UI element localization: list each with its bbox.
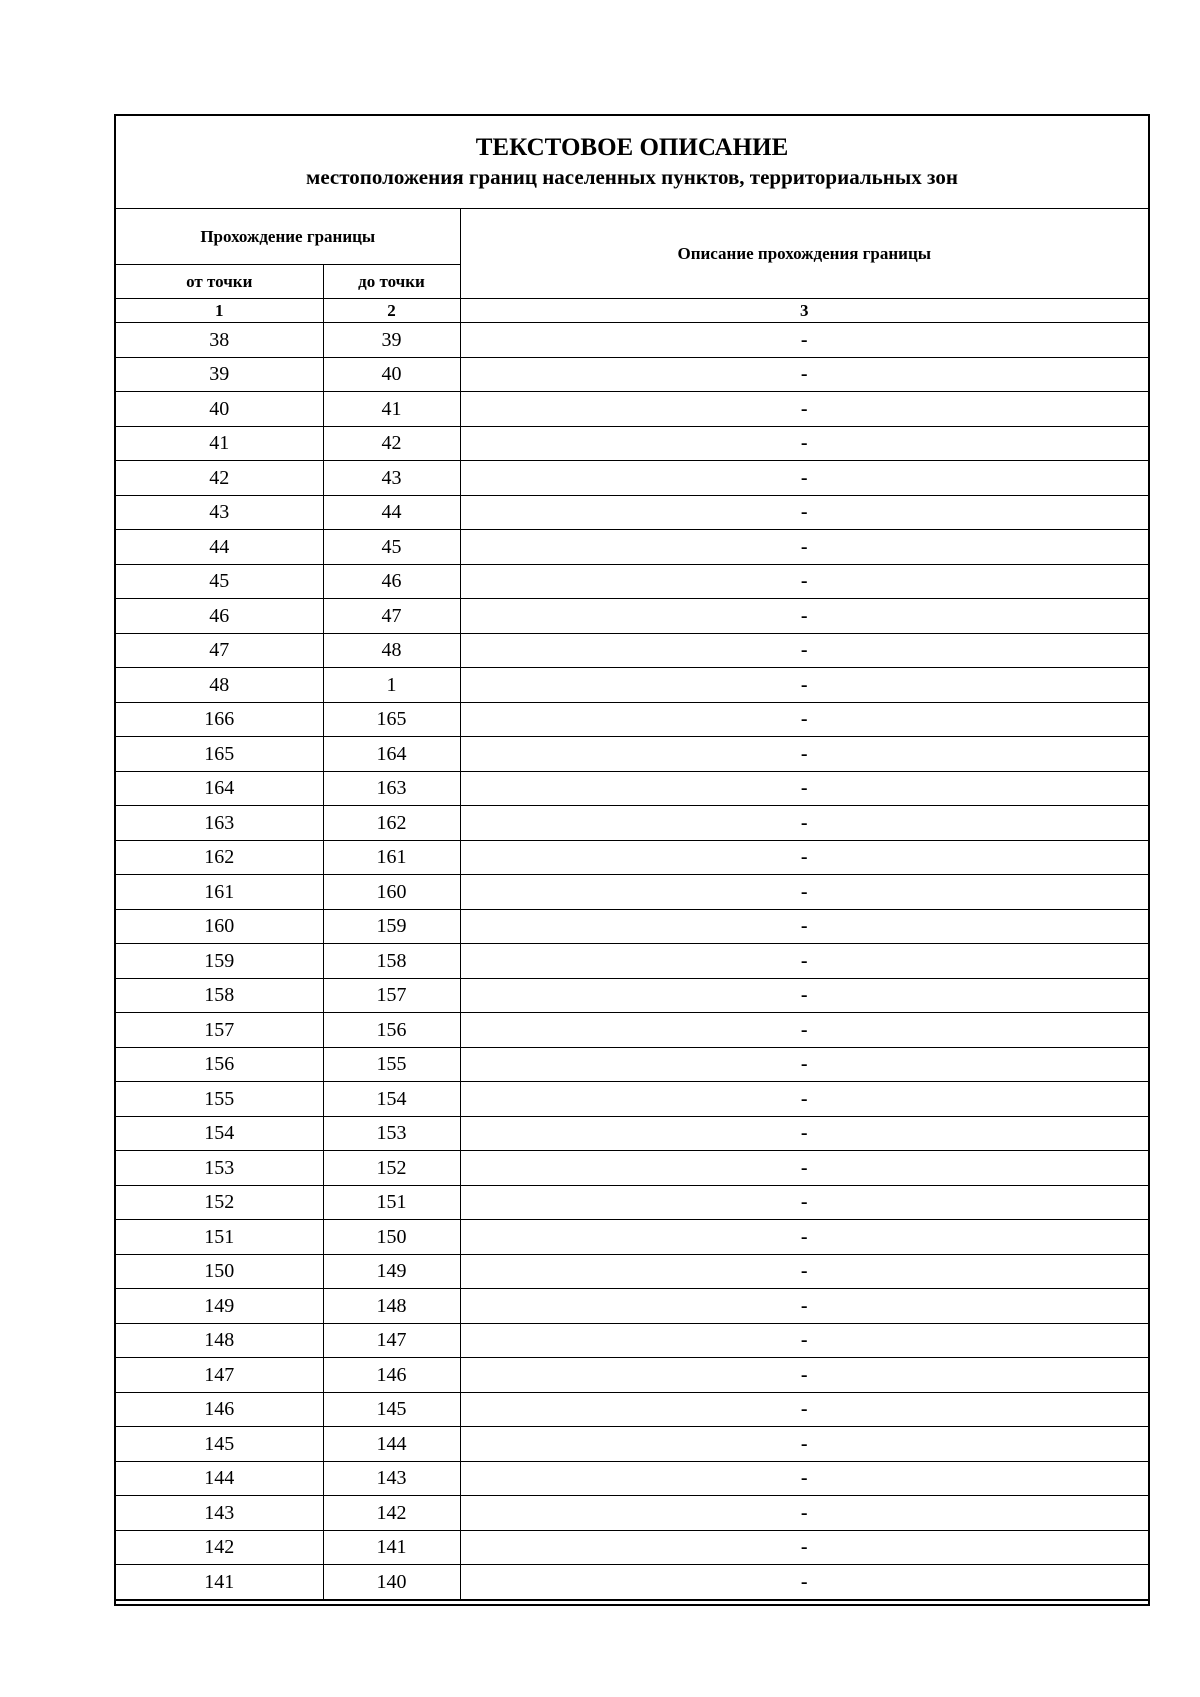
description-cell: - bbox=[460, 1358, 1148, 1393]
from-point-cell: 40 bbox=[116, 392, 323, 427]
header-description: Описание прохождения границы bbox=[460, 209, 1148, 299]
table-row bbox=[116, 840, 1148, 875]
table-row bbox=[116, 1185, 1148, 1220]
from-point-cell: 163 bbox=[116, 806, 323, 841]
description-cell: - bbox=[460, 1185, 1148, 1220]
from-point-cell: 141 bbox=[116, 1565, 323, 1600]
bottom-rule bbox=[116, 1600, 1148, 1604]
to-point-cell: 162 bbox=[323, 806, 460, 841]
from-point-cell: 158 bbox=[116, 978, 323, 1013]
document-title: ТЕКСТОВОЕ ОПИСАНИЕ bbox=[475, 134, 789, 161]
description-cell: - bbox=[460, 1254, 1148, 1289]
to-point-cell: 159 bbox=[323, 909, 460, 944]
to-point-cell: 146 bbox=[323, 1358, 460, 1393]
table-row bbox=[116, 1392, 1148, 1427]
description-cell: - bbox=[460, 323, 1148, 358]
from-point-cell: 145 bbox=[116, 1427, 323, 1462]
table-header bbox=[116, 209, 1148, 323]
description-cell: - bbox=[460, 1047, 1148, 1082]
table-row bbox=[116, 944, 1148, 979]
to-point-cell: 41 bbox=[323, 392, 460, 427]
table-body bbox=[116, 323, 1148, 1600]
from-point-cell: 48 bbox=[116, 668, 323, 703]
from-point-cell: 143 bbox=[116, 1496, 323, 1531]
description-cell: - bbox=[460, 668, 1148, 703]
from-point-cell: 144 bbox=[116, 1461, 323, 1496]
description-cell: - bbox=[460, 1530, 1148, 1565]
to-point-cell: 165 bbox=[323, 702, 460, 737]
description-cell: - bbox=[460, 1496, 1148, 1531]
to-point-cell: 42 bbox=[323, 426, 460, 461]
from-point-cell: 45 bbox=[116, 564, 323, 599]
from-point-cell: 154 bbox=[116, 1116, 323, 1151]
description-cell: - bbox=[460, 1427, 1148, 1462]
table-row bbox=[116, 530, 1148, 565]
description-cell: - bbox=[460, 737, 1148, 772]
header-to-point: до точки bbox=[323, 265, 460, 299]
description-cell: - bbox=[460, 633, 1148, 668]
title-block bbox=[116, 116, 1148, 209]
table-row bbox=[116, 323, 1148, 358]
from-point-cell: 164 bbox=[116, 771, 323, 806]
description-cell: - bbox=[460, 806, 1148, 841]
from-point-cell: 153 bbox=[116, 1151, 323, 1186]
table-row bbox=[116, 1082, 1148, 1117]
table-row bbox=[116, 461, 1148, 496]
from-point-cell: 39 bbox=[116, 357, 323, 392]
description-cell: - bbox=[460, 1151, 1148, 1186]
table-row bbox=[116, 737, 1148, 772]
table-row bbox=[116, 1530, 1148, 1565]
from-point-cell: 43 bbox=[116, 495, 323, 530]
table-row bbox=[116, 1289, 1148, 1324]
to-point-cell: 151 bbox=[323, 1185, 460, 1220]
table-row bbox=[116, 1461, 1148, 1496]
header-boundary-passage: Прохождение границы bbox=[116, 209, 460, 265]
to-point-cell: 145 bbox=[323, 1392, 460, 1427]
from-point-cell: 150 bbox=[116, 1254, 323, 1289]
to-point-cell: 154 bbox=[323, 1082, 460, 1117]
from-point-cell: 165 bbox=[116, 737, 323, 772]
column-number-2: 2 bbox=[323, 299, 460, 323]
description-cell: - bbox=[460, 944, 1148, 979]
description-cell: - bbox=[460, 461, 1148, 496]
description-cell: - bbox=[460, 392, 1148, 427]
from-point-cell: 157 bbox=[116, 1013, 323, 1048]
from-point-cell: 148 bbox=[116, 1323, 323, 1358]
to-point-cell: 155 bbox=[323, 1047, 460, 1082]
to-point-cell: 1 bbox=[323, 668, 460, 703]
column-number-3: 3 bbox=[460, 299, 1148, 323]
description-cell: - bbox=[460, 1220, 1148, 1255]
to-point-cell: 47 bbox=[323, 599, 460, 634]
to-point-cell: 45 bbox=[323, 530, 460, 565]
to-point-cell: 153 bbox=[323, 1116, 460, 1151]
to-point-cell: 150 bbox=[323, 1220, 460, 1255]
table-row bbox=[116, 1047, 1148, 1082]
table-row bbox=[116, 357, 1148, 392]
to-point-cell: 156 bbox=[323, 1013, 460, 1048]
table-row bbox=[116, 1220, 1148, 1255]
description-cell: - bbox=[460, 875, 1148, 910]
from-point-cell: 47 bbox=[116, 633, 323, 668]
from-point-cell: 146 bbox=[116, 1392, 323, 1427]
description-cell: - bbox=[460, 1082, 1148, 1117]
table-row bbox=[116, 978, 1148, 1013]
to-point-cell: 141 bbox=[323, 1530, 460, 1565]
description-cell: - bbox=[460, 530, 1148, 565]
from-point-cell: 142 bbox=[116, 1530, 323, 1565]
to-point-cell: 149 bbox=[323, 1254, 460, 1289]
description-cell: - bbox=[460, 702, 1148, 737]
from-point-cell: 160 bbox=[116, 909, 323, 944]
to-point-cell: 48 bbox=[323, 633, 460, 668]
from-point-cell: 166 bbox=[116, 702, 323, 737]
to-point-cell: 140 bbox=[323, 1565, 460, 1600]
table-row bbox=[116, 1151, 1148, 1186]
table-row bbox=[116, 1254, 1148, 1289]
to-point-cell: 40 bbox=[323, 357, 460, 392]
to-point-cell: 144 bbox=[323, 1427, 460, 1462]
table-row bbox=[116, 668, 1148, 703]
table-row bbox=[116, 1358, 1148, 1393]
to-point-cell: 39 bbox=[323, 323, 460, 358]
table-row bbox=[116, 875, 1148, 910]
table-row bbox=[116, 564, 1148, 599]
to-point-cell: 161 bbox=[323, 840, 460, 875]
description-cell: - bbox=[460, 1323, 1148, 1358]
table-row bbox=[116, 1116, 1148, 1151]
description-cell: - bbox=[460, 495, 1148, 530]
to-point-cell: 43 bbox=[323, 461, 460, 496]
table-row bbox=[116, 495, 1148, 530]
table-row bbox=[116, 806, 1148, 841]
to-point-cell: 157 bbox=[323, 978, 460, 1013]
description-cell: - bbox=[460, 1392, 1148, 1427]
table-row bbox=[116, 599, 1148, 634]
description-cell: - bbox=[460, 840, 1148, 875]
table-row bbox=[116, 1323, 1148, 1358]
table-row bbox=[116, 909, 1148, 944]
to-point-cell: 164 bbox=[323, 737, 460, 772]
description-cell: - bbox=[460, 1461, 1148, 1496]
to-point-cell: 163 bbox=[323, 771, 460, 806]
from-point-cell: 42 bbox=[116, 461, 323, 496]
table-row bbox=[116, 1013, 1148, 1048]
description-cell: - bbox=[460, 1013, 1148, 1048]
description-cell: - bbox=[460, 1116, 1148, 1151]
from-point-cell: 152 bbox=[116, 1185, 323, 1220]
from-point-cell: 46 bbox=[116, 599, 323, 634]
header-from-point: от точки bbox=[116, 265, 323, 299]
from-point-cell: 149 bbox=[116, 1289, 323, 1324]
from-point-cell: 151 bbox=[116, 1220, 323, 1255]
to-point-cell: 160 bbox=[323, 875, 460, 910]
from-point-cell: 156 bbox=[116, 1047, 323, 1082]
description-cell: - bbox=[460, 599, 1148, 634]
column-number-1: 1 bbox=[116, 299, 323, 323]
description-cell: - bbox=[460, 1289, 1148, 1324]
to-point-cell: 142 bbox=[323, 1496, 460, 1531]
table-row bbox=[116, 771, 1148, 806]
table-row bbox=[116, 1565, 1148, 1600]
description-cell: - bbox=[460, 357, 1148, 392]
from-point-cell: 161 bbox=[116, 875, 323, 910]
from-point-cell: 38 bbox=[116, 323, 323, 358]
table-row bbox=[116, 392, 1148, 427]
document-subtitle: местоположения границ населенных пунктов, территориальных зон bbox=[306, 165, 958, 189]
to-point-cell: 147 bbox=[323, 1323, 460, 1358]
to-point-cell: 44 bbox=[323, 495, 460, 530]
table-row bbox=[116, 1427, 1148, 1462]
boundary-table bbox=[116, 209, 1148, 1600]
to-point-cell: 152 bbox=[323, 1151, 460, 1186]
table-row bbox=[116, 1496, 1148, 1531]
description-cell: - bbox=[460, 564, 1148, 599]
description-cell: - bbox=[460, 1565, 1148, 1600]
to-point-cell: 158 bbox=[323, 944, 460, 979]
from-point-cell: 155 bbox=[116, 1082, 323, 1117]
description-cell: - bbox=[460, 978, 1148, 1013]
table-row bbox=[116, 426, 1148, 461]
from-point-cell: 162 bbox=[116, 840, 323, 875]
from-point-cell: 147 bbox=[116, 1358, 323, 1393]
from-point-cell: 159 bbox=[116, 944, 323, 979]
description-cell: - bbox=[460, 909, 1148, 944]
table-row bbox=[116, 702, 1148, 737]
to-point-cell: 148 bbox=[323, 1289, 460, 1324]
boundary-description-sheet bbox=[114, 114, 1150, 1606]
table-row bbox=[116, 633, 1148, 668]
from-point-cell: 44 bbox=[116, 530, 323, 565]
from-point-cell: 41 bbox=[116, 426, 323, 461]
description-cell: - bbox=[460, 426, 1148, 461]
to-point-cell: 46 bbox=[323, 564, 460, 599]
description-cell: - bbox=[460, 771, 1148, 806]
to-point-cell: 143 bbox=[323, 1461, 460, 1496]
